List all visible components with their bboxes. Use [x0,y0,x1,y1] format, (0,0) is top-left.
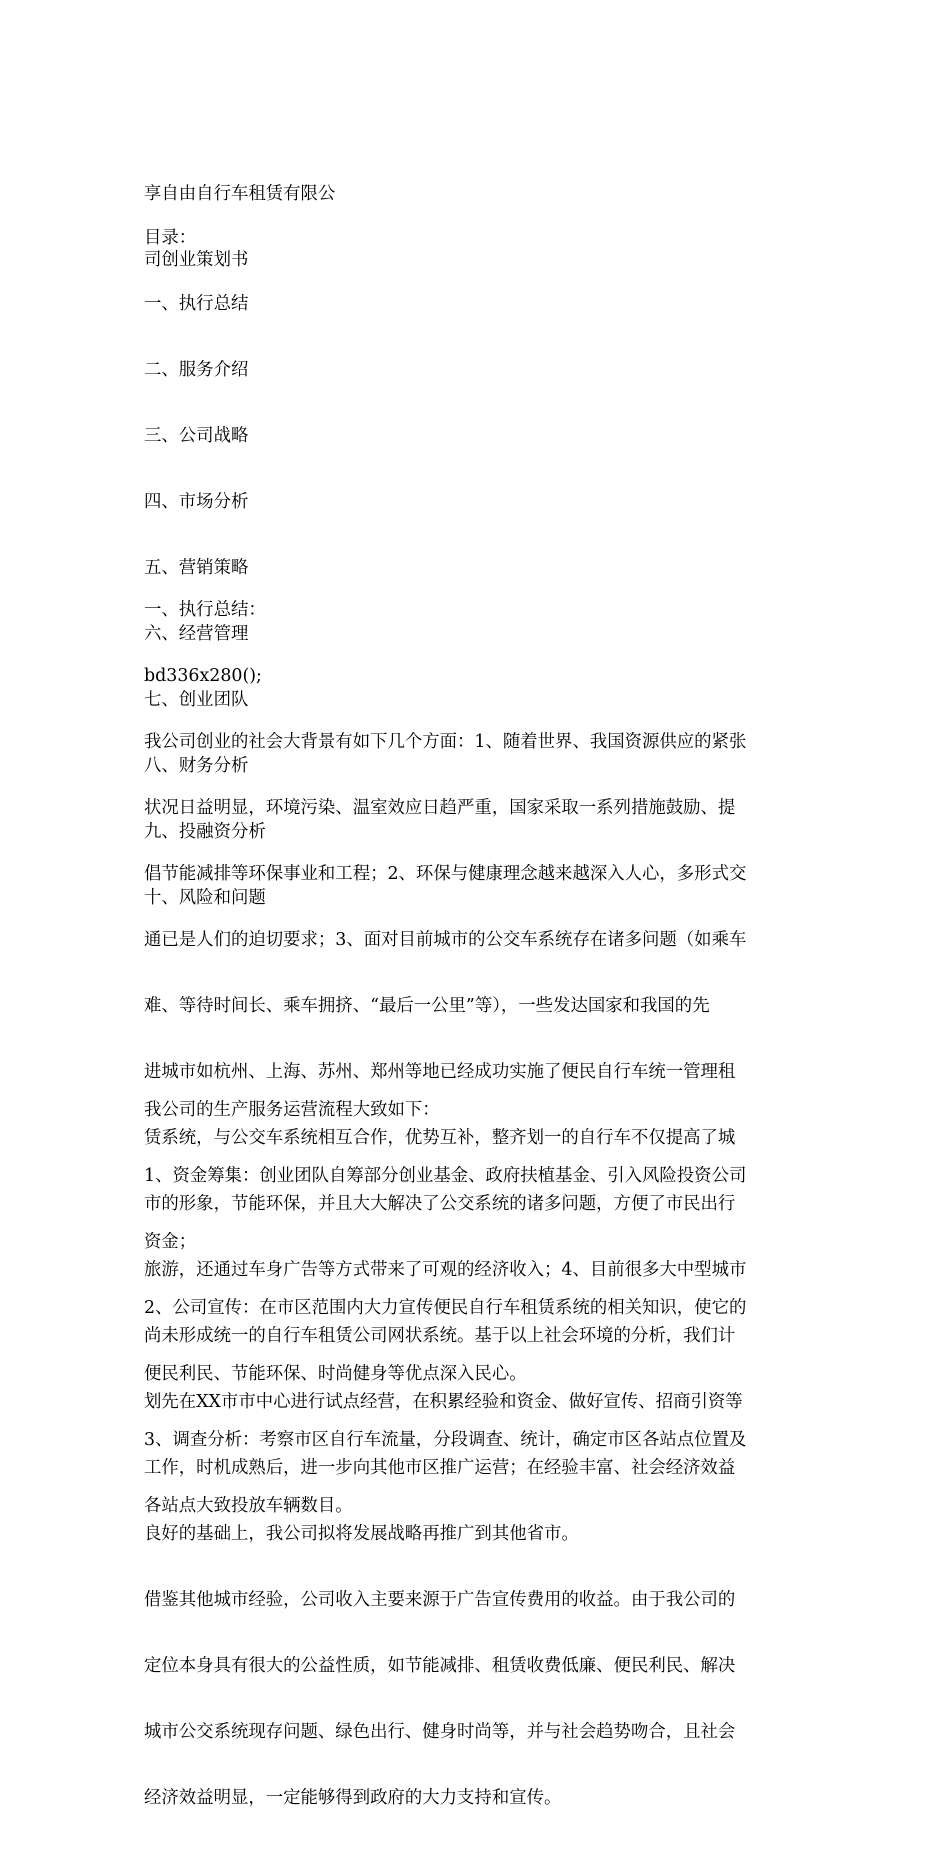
paragraph-line: 我公司创业的社会大背景有如下几个方面：1、随着世界、我国资源供应的紧张 [144,732,747,752]
paragraph-line: 赁系统，与公交车系统相互合作，优势互补，整齐划一的自行车不仅提高了城 [144,1128,736,1148]
list-item-line: 便民利民、节能环保、时尚健身等优点深入民心。 [144,1364,527,1384]
paragraph-line: 通已是人们的迫切要求；3、面对目前城市的公交车系统存在诸多问题（如乘车 [144,930,747,950]
paragraph-line: 进城市如杭州、上海、苏州、郑州等地已经成功实施了便民自行车统一管理租 [144,1062,736,1082]
paragraph-line: 状况日益明显，环境污染、温室效应日趋严重，国家采取一系列措施鼓励、提 [144,798,736,818]
paragraph-line: 经济效益明显，一定能够得到政府的大力支持和宣传。 [144,1788,562,1808]
toc-item: 一、执行总结 [144,294,249,314]
toc-item: 三、公司战略 [144,426,249,446]
list-item-line: 3、调查分析：考察市区自行车流量，分段调查、统计，确定市区各站点位置及 [144,1430,747,1450]
toc-item: 六、经营管理 [144,624,249,644]
paragraph-line: 良好的基础上，我公司拟将发展战略再推广到其他省市。 [144,1524,579,1544]
title-line: 司创业策划书 [144,250,249,270]
paragraph-line: 城市公交系统现存问题、绿色出行、健身时尚等，并与社会趋势吻合，且社会 [144,1722,736,1742]
toc-item: 九、投融资分析 [144,822,266,842]
toc-item: 八、财务分析 [144,756,249,776]
paragraph-line: 划先在XX市市中心进行试点经营，在积累经验和资金、做好宣传、招商引资等 [144,1392,743,1412]
list-item-line: 各站点大致投放车辆数目。 [144,1496,353,1516]
paragraph-line: 难、等待时间长、乘车拥挤、“最后一公里”等），一些发达国家和我国的先 [144,996,710,1016]
list-item-line: 资金； [144,1232,197,1252]
toc-item: 七、创业团队 [144,690,249,710]
toc-item: 二、服务介绍 [144,360,249,380]
toc-heading: 目录： [144,228,197,248]
list-item-line: 1、资金筹集：创业团队自筹部分创业基金、政府扶植基金、引入风险投资公司 [144,1166,747,1186]
paragraph-line: 旅游，还通过车身广告等方式带来了可观的经济收入；4、目前很多大中型城市 [144,1260,747,1280]
section-heading: 我公司的生产服务运营流程大致如下： [144,1100,440,1120]
paragraph-line: 借鉴其他城市经验，公司收入主要来源于广告宣传费用的收益。由于我公司的 [144,1590,736,1610]
section-heading: 一、执行总结： [144,600,266,620]
toc-item: 五、营销策略 [144,558,249,578]
paragraph-line: 工作，时机成熟后，进一步向其他市区推广运营；在经验丰富、社会经济效益 [144,1458,736,1478]
paragraph-line: 市的形象，节能环保，并且大大解决了公交系统的诸多问题，方便了市民出行 [144,1194,736,1214]
paragraph-line: 定位本身具有很大的公益性质，如节能减排、租赁收费低廉、便民利民、解决 [144,1656,736,1676]
toc-item: 十、风险和问题 [144,888,266,908]
title-line: 享自由自行车租赁有限公 [144,184,336,204]
paragraph-line: 尚未形成统一的自行车租赁公司网状系统。基于以上社会环境的分析，我们计 [144,1326,736,1346]
process-section [144,1055,816,1561]
list-item-line: 2、公司宣传：在市区范围内大力宣传便民自行车租赁系统的相关知识，使它的 [144,1298,747,1318]
code-line: bd336x280(); [144,666,262,686]
toc-item: 四、市场分析 [144,492,249,512]
paragraph-line: 倡节能减排等环保事业和工程；2、环保与健康理念越来越深入人心，多形式交 [144,864,747,884]
